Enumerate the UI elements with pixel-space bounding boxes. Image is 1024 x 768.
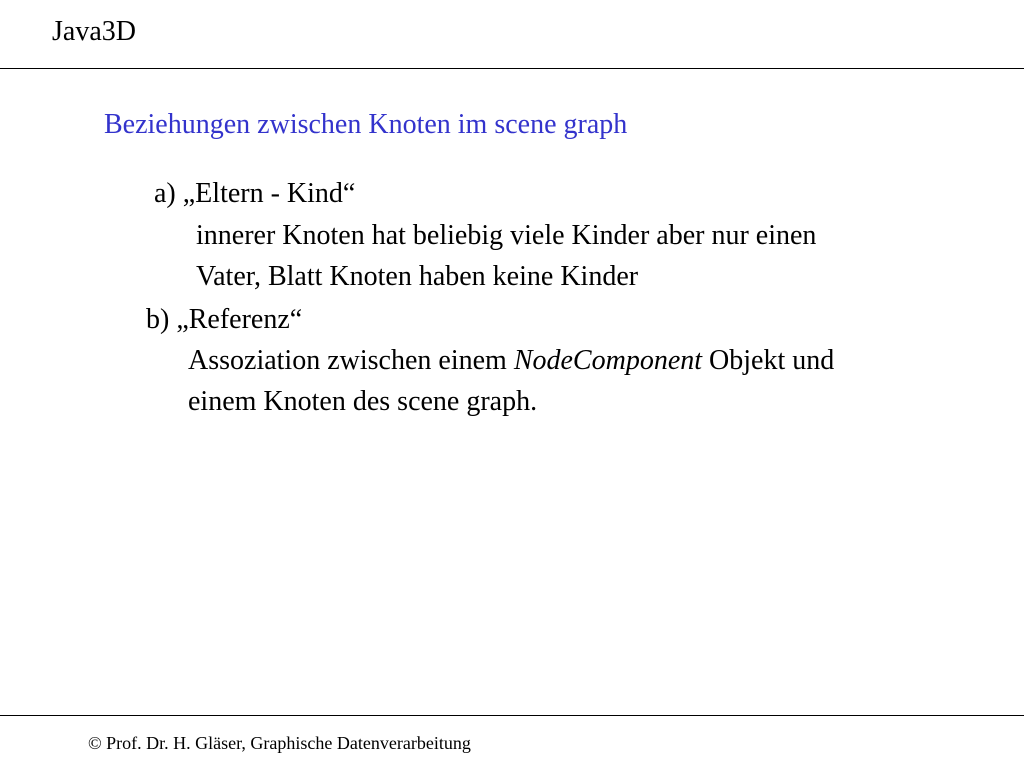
item-b-text-line-2: einem Knoten des scene graph. bbox=[188, 386, 538, 417]
nodecomponent-term: NodeComponent bbox=[513, 345, 703, 376]
header-divider bbox=[0, 68, 1024, 69]
item-b-label: b) „Referenz“ bbox=[146, 304, 303, 335]
footer-copyright: © Prof. Dr. H. Gläser, Graphische Datenverarbeitung bbox=[88, 733, 471, 753]
item-a-text-line-2: Vater, Blatt Knoten haben keine Kinder bbox=[196, 261, 639, 292]
item-a-text-line-1: innerer Knoten hat beliebig viele Kinder aber nur einen bbox=[196, 220, 817, 251]
footer-divider bbox=[0, 715, 1024, 716]
header-title: Java3D bbox=[52, 16, 136, 47]
item-b-text-line-1 bbox=[188, 343, 834, 379]
item-b-line-1-suffix: Objekt und bbox=[702, 345, 835, 376]
item-a-label: a) „Eltern - Kind“ bbox=[154, 178, 356, 209]
item-b-line-1-prefix: Assoziation zwischen einem bbox=[188, 345, 514, 376]
slide-heading: Beziehungen zwischen Knoten im scene graph bbox=[104, 109, 628, 140]
